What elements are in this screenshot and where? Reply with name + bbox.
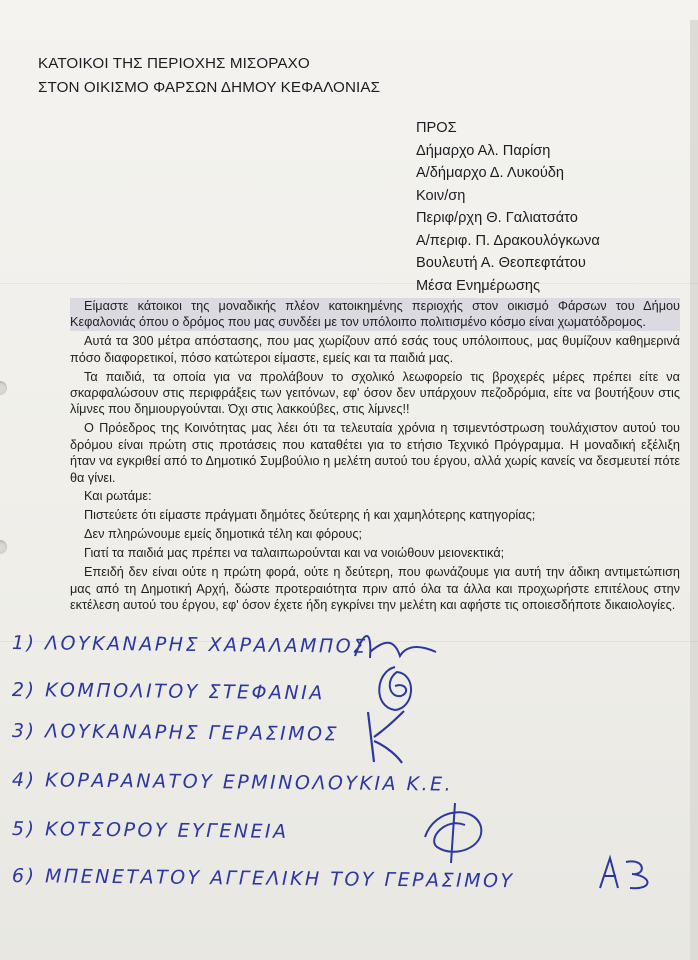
body-paragraph: Τα παιδιά, τα οποία για να προλάβουν το σχολικό λεωφορείο τις βροχερές μέρες πρέπει είτε να σκαρφαλώσουν στις περιφράξεις των γειτόνων, εφ' όσον δεν υπάρχουν πεζοδρόμια, είτε να βουτήξουν στις λίμνες που δημιουργούνται. Όχι στις λακκούβες, στις λίμνες!! bbox=[70, 369, 680, 417]
signature-name-line: 2) ΚΟΜΠΟΛΙΤΟΥ ΣΤΕΦΑΝΙΑ bbox=[11, 679, 325, 705]
signature-list bbox=[0, 622, 698, 922]
body-paragraph: Αυτά τα 300 μέτρα απόστασης, που μας χωρίζουν από εσάς τους υπόλοιπους, μας θυμίζουν καθημερινά πόσο διαφορετικοί, πόσο κατώτεροι είμαστε, εμείς και τα παιδιά μας. bbox=[70, 334, 680, 365]
body-paragraph: Πιστεύετε ότι είμαστε πράγματι δημότες δεύτερης ή και χαμηλότερης κατηγορίας; bbox=[84, 508, 536, 523]
signature-name-line: 6) ΜΠΕΝΕΤΑΤΟΥ ΑΓΓΕΛΙΚΗ ΤΟΥ ΓΕΡΑΣΙΜΟΥ bbox=[11, 865, 515, 893]
recipient-item: Κοιν/ση bbox=[416, 187, 466, 204]
recipient-item: Α/δήμαρχο Δ. Λυκούδη bbox=[416, 165, 565, 181]
punch-hole-icon bbox=[0, 381, 7, 395]
body-paragraph: Ο Πρόεδρος της Κοινότητας μας λέει ότι τα τελευταία χρόνια η τσιμεντόστρωση τουλάχιστον αυτού του δρόμου είναι πρώτη στις προτάσεις που καταθέτει για το ετήσιο Τεχνικό Πρόγραμμα. Η μοναδική εξέλιξη ήταν να εγκριθεί από το Δημοτικό Συμβούλιο η μελέτη αυτού του έργου, αλλά χωρίς κανείς να δεσμευτεί πότε θα γίνει. bbox=[70, 421, 680, 485]
handwritten-signature-icon bbox=[596, 854, 662, 894]
body-paragraph: Δεν πληρώνουμε εμείς δημοτικά τέλη και φόρους; bbox=[84, 527, 362, 542]
sender-line-1: ΚΑΤΟΙΚΟΙ ΤΗΣ ΠΕΡΙΟΧΗΣ ΜΙΣΟΡΑΧΟ bbox=[38, 55, 310, 72]
body-paragraph: Είμαστε κάτοικοι της μοναδικής πλέον κατοικημένης περιοχής στον οικισμό Φάρσων του Δήμου Κεφαλονιάς όπου ο δρόμος που μας συνδέει με τον υπόλοιπο πολιτισμένο κόσμο είναι χωματόδρομος. bbox=[70, 299, 680, 330]
letter-body bbox=[70, 298, 680, 616]
signature-name-line: 4) ΚΟΡΑΡΑΝΑΤΟΥ ΕΡΜΙΝΟΛΟΥΚΙΑ Κ.Ε. bbox=[11, 769, 454, 796]
sender-line-2: ΣΤΟΝ ΟΙΚΙΣΜΟ ΦΑΡΣΩΝ ΔΗΜΟΥ ΚΕΦΑΛΟΝΙΑΣ bbox=[38, 79, 381, 96]
signature-name-line: 5) ΚΟΤΣΟΡΟΥ ΕΥΓΕΝΕΙΑ bbox=[11, 818, 289, 843]
sender-block bbox=[38, 52, 380, 100]
recipient-item: Δήμαρχο Αλ. Παρίση bbox=[416, 142, 551, 159]
signature-name-line: 3) ΛΟΥΚΑΝΑΡΗΣ ΓΕΡΑΣΙΜΟΣ bbox=[11, 720, 340, 746]
recipient-item: Βουλευτή Α. Θεοπεφτάτου bbox=[416, 255, 586, 271]
handwritten-signature-icon bbox=[360, 707, 410, 767]
handwritten-signature-icon bbox=[415, 797, 495, 867]
recipients-block bbox=[416, 117, 600, 297]
signature-name-line: 1) ΛΟΥΚΑΝΑΡΗΣ ΧΑΡΑΛΑΜΠΟΣ bbox=[11, 632, 368, 658]
punch-hole-icon bbox=[0, 540, 7, 554]
recipients-heading: ΠΡΟΣ bbox=[416, 120, 457, 136]
body-paragraph: Και ρωτάμε: bbox=[84, 489, 152, 504]
body-paragraph: Γιατί τα παιδιά μας πρέπει να ταλαιπωρούνται και να νοιώθουν μειονεκτικά; bbox=[84, 546, 505, 561]
recipient-item: Περιφ/ρχη Θ. Γαλιατσάτο bbox=[416, 210, 578, 226]
recipient-item: Α/περιφ. Π. Δρακουλόγκωνα bbox=[416, 232, 600, 249]
recipient-item: Μέσα Ενημέρωσης bbox=[416, 277, 541, 294]
body-paragraph: Επειδή δεν είναι ούτε η πρώτη φορά, ούτε η δεύτερη, που φωνάζουμε για αυτή την άδικη αντιμετώπιση μας από τη Δημοτική Αρχή, δώστε προτεραιότητα πριν από όλα τα άλλα και προχωρήστε επιτέλους στην εκτέλεση αυτού του έργου, εφ' όσον έχετε ήδη εγκρίνει την μελέτη και αφήστε τις οποιεσδήποτε δικαιολογίες. bbox=[70, 565, 680, 612]
